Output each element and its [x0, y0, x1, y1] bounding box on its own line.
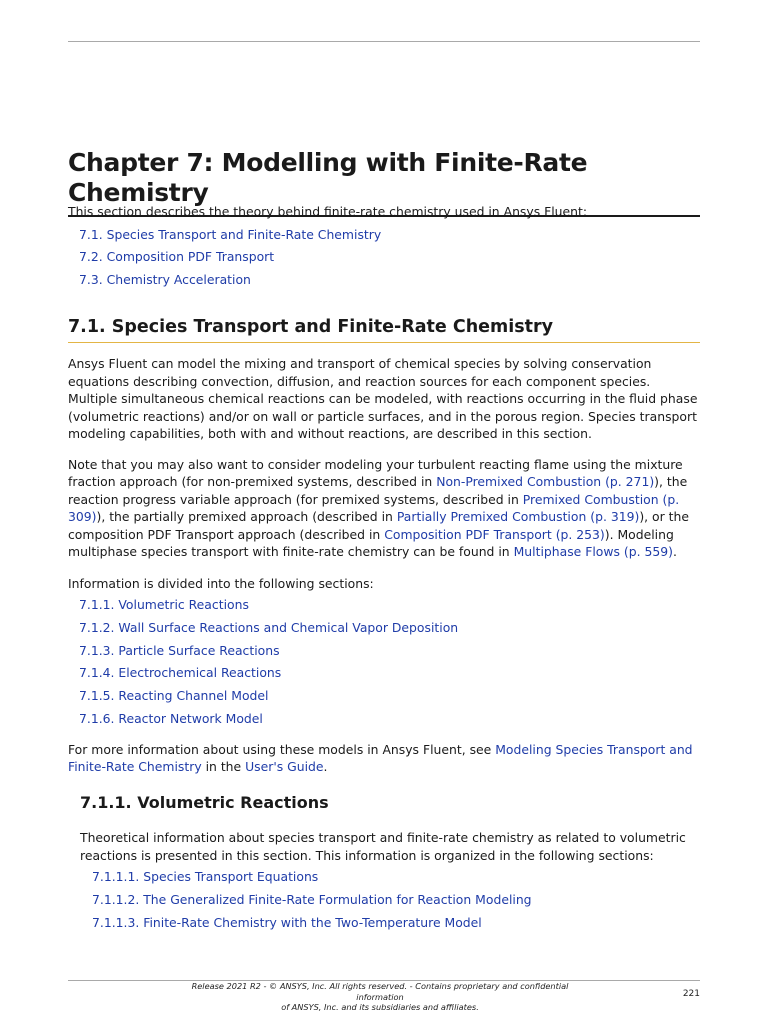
toc-item [79, 246, 700, 269]
toc-link-7-2[interactable]: 7.2. Composition PDF Transport [79, 249, 275, 265]
section-heading-7-1-1: 7.1.1. Volumetric Reactions [80, 793, 329, 812]
text-run: ). Modeling multiphase species transport with finite-rate chemistry can be found in [68, 526, 674, 559]
link-composition-pdf[interactable]: Composition PDF Transport (p. 253) [384, 526, 605, 542]
toc-item [92, 889, 700, 912]
toc-link-7-3[interactable]: 7.3. Chemistry Acceleration [79, 272, 251, 288]
link-non-premixed[interactable]: Non-Premixed Combustion (p. 271) [436, 474, 655, 489]
toc-item [79, 269, 700, 292]
text-run: ), or the composition PDF Transport approach (described in [68, 509, 689, 542]
toc-item [79, 685, 700, 708]
section-toc [79, 594, 700, 731]
toc-link-7-1-2[interactable]: 7.1.2. Wall Surface Reactions and Chemical Vapor Deposition [79, 619, 459, 635]
section-7-1-body [68, 355, 700, 776]
toc-link-7-1-1-1[interactable]: 7.1.1.1. Species Transport Equations [92, 869, 319, 884]
more-info-text [68, 741, 700, 776]
link-premixed[interactable]: Premixed Combustion (p. 309) [68, 491, 680, 524]
toc-item [92, 866, 700, 889]
toc-link-7-1-5[interactable]: 7.1.5. Reacting Channel Model [79, 688, 269, 704]
text-run: ), the partially premixed approach (described in [96, 509, 397, 524]
toc-item [79, 708, 700, 731]
toc-link-7-1-1-3[interactable]: 7.1.1.3. Finite-Rate Chemistry with the Two-Temperature Model [92, 914, 482, 930]
link-modeling-species-transport[interactable]: Modeling Species Transport and Finite-Rate Chemistry [68, 741, 693, 775]
footer-line-2: of ANSYS, Inc. and its subsidiaries and affiliates. [281, 1002, 479, 1012]
volumetric-intro-text: Theoretical information about species transport and finite-rate chemistry as related to volumetric reactions is presented in this section. This information is organized in the following sections: [80, 830, 686, 863]
toc-link-7-1-3[interactable]: 7.1.3. Particle Surface Reactions [79, 642, 280, 658]
toc-link-7-1-4[interactable]: 7.1.4. Electrochemical Reactions [79, 665, 282, 681]
paragraph-approaches [68, 456, 700, 561]
toc-link-7-1-1[interactable]: 7.1.1. Volumetric Reactions [79, 597, 249, 612]
toc-item [92, 912, 700, 935]
chapter-intro-block [68, 203, 700, 292]
link-multiphase-flows[interactable]: Multiphase Flows (p. 559) [513, 544, 673, 559]
header-rule [68, 41, 700, 42]
toc-item [79, 617, 700, 640]
chapter-title: Chapter 7: Modelling with Finite-Rate Chemistry [68, 148, 700, 217]
intro-text: This section describes the theory behind finite-rate chemistry used in Ansys Fluent: [68, 204, 588, 219]
info-intro-text: Information is divided into the following sections: [68, 575, 374, 591]
section-7-1-1-body [80, 829, 700, 934]
text-run: ), the reaction progress variable approach (for premixed systems, described in [68, 474, 688, 507]
toc-item [79, 662, 700, 685]
text-run: Note that you may also want to consider modeling your turbulent reacting flame using the mixture fraction approach (for non-premixed systems, described in [68, 456, 683, 489]
text-run: in the [201, 759, 246, 775]
toc-item [79, 224, 700, 247]
text-run: For more information about using these models in Ansys Fluent, see [68, 741, 496, 757]
toc-link-7-1-6[interactable]: 7.1.6. Reactor Network Model [79, 710, 263, 726]
paragraph-intro: Ansys Fluent can model the mixing and transport of chemical species by solving conservation equations describing convection, diffusion, and reaction sources for each component species. Multiple simultaneous chemical reactions can be modeled, with reactions occurring in the fluid phase (volumetric reactions) and/or on wall or particle surfaces, and in the porous region. Species transport modeling capabilities, both with and without reactions, are described in this section. [68, 356, 698, 441]
section-heading-7-1: 7.1. Species Transport and Finite-Rate Chemistry [68, 316, 700, 343]
link-users-guide[interactable]: User's Guide [245, 759, 324, 775]
footer-copyright [180, 981, 580, 1013]
toc-item [79, 640, 700, 663]
chapter-toc [79, 224, 700, 292]
toc-link-7-1[interactable]: 7.1. Species Transport and Finite-Rate Chemistry [79, 226, 382, 242]
text-run: . [672, 544, 677, 559]
toc-item [79, 594, 700, 617]
page-number: 221 [682, 989, 700, 999]
text-run: . [323, 759, 328, 775]
link-partially-premixed[interactable]: Partially Premixed Combustion (p. 319) [396, 509, 640, 524]
toc-link-7-1-1-2[interactable]: 7.1.1.2. The Generalized Finite-Rate Formulation for Reaction Modeling [92, 891, 532, 907]
footer-line-1: Release 2021 R2 - © ANSYS, Inc. All rights reserved. - Contains proprietary and confidential information [191, 981, 569, 1002]
subsection-toc [92, 866, 700, 934]
